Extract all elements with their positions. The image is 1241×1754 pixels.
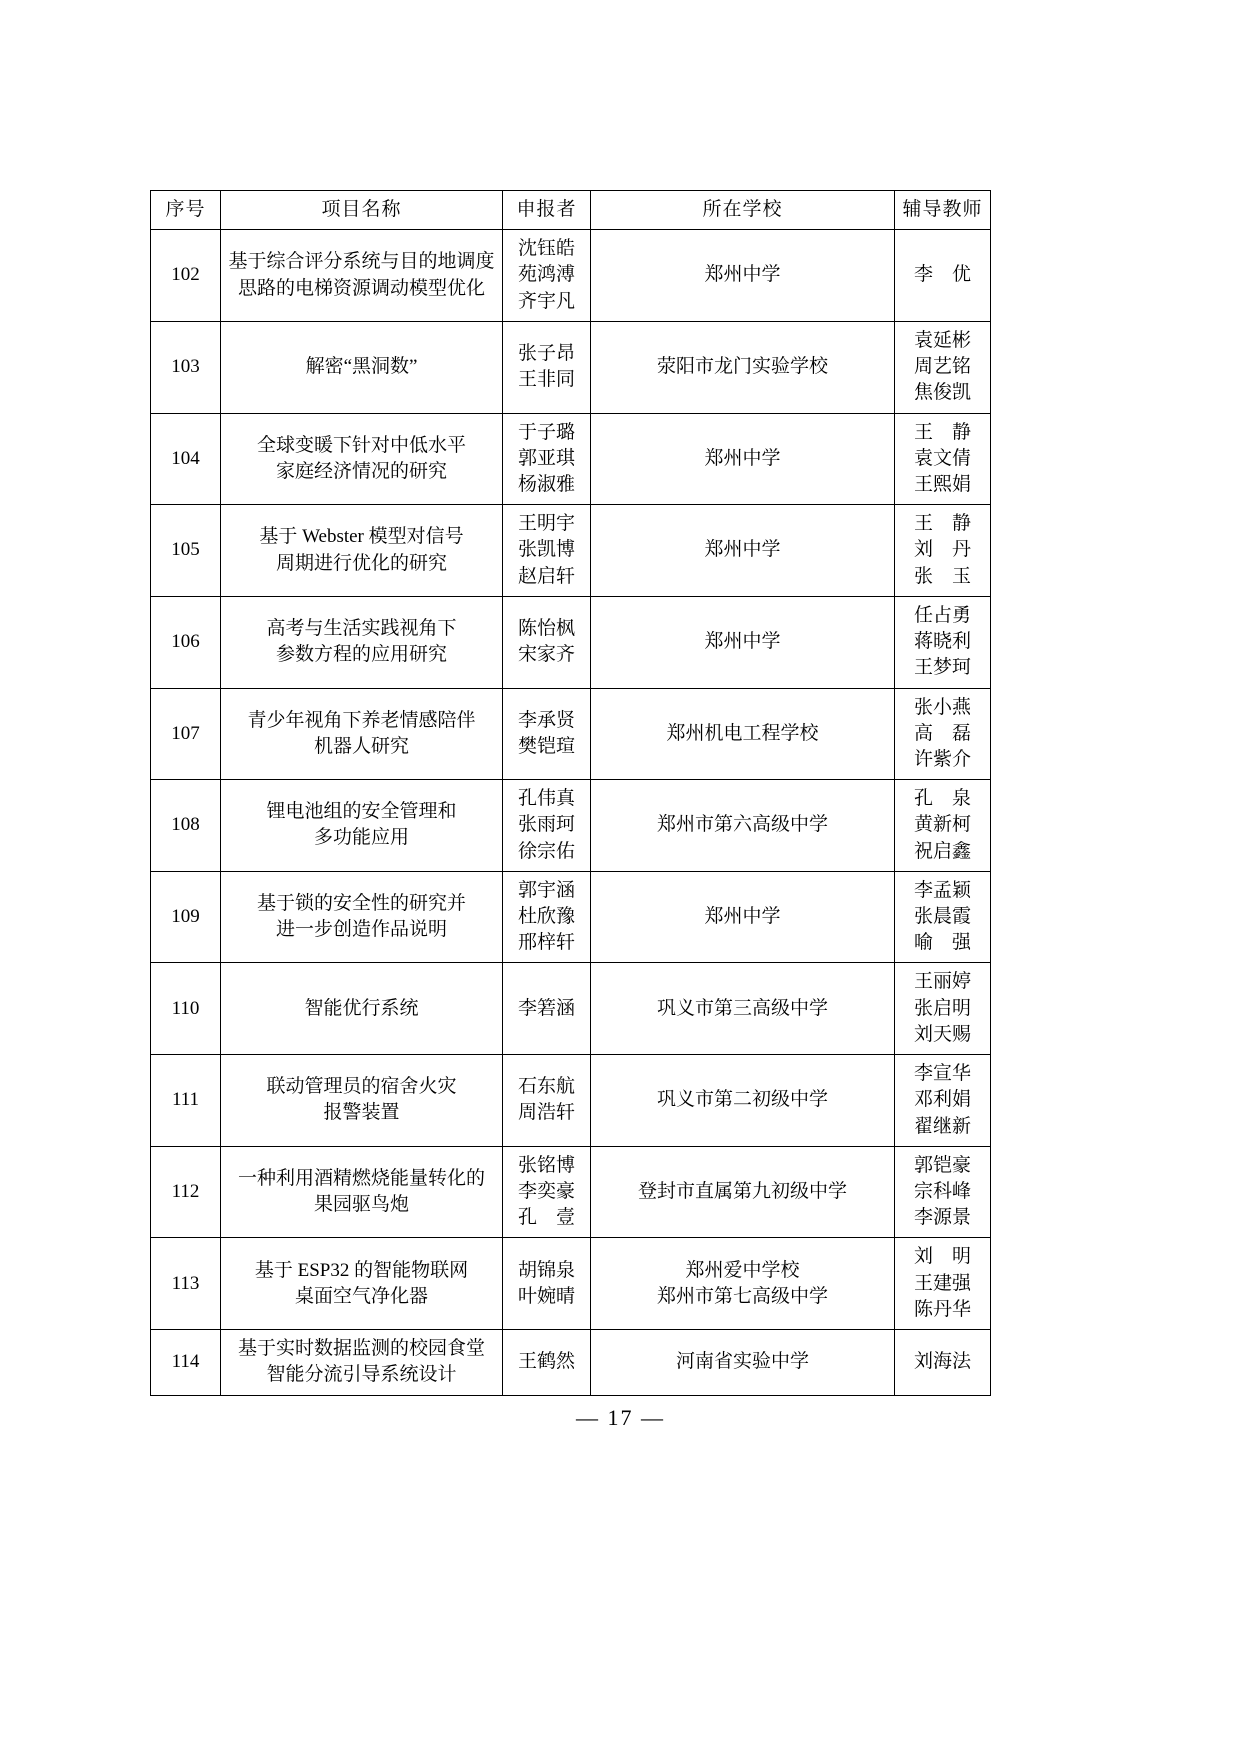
cell-project-title-line: 基于综合评分系统与目的地调度 xyxy=(228,251,495,273)
cell-sequence-number: 106 xyxy=(151,596,221,688)
table-row xyxy=(151,688,991,780)
cell-tutors-line: 高 磊 xyxy=(913,722,971,744)
cell-applicants-line: 杜欣豫 xyxy=(517,906,575,928)
column-header-seq: 序号 xyxy=(151,191,221,230)
cell-applicants-line: 赵启轩 xyxy=(517,565,575,587)
cell-project-title-line: 锂电池组的安全管理和 xyxy=(266,801,457,823)
cell-tutors xyxy=(895,963,991,1055)
cell-project-title-line: 基于实时数据监测的校园食堂 xyxy=(237,1338,485,1360)
cell-tutors-line: 陈丹华 xyxy=(913,1298,971,1320)
cell-tutors-line: 王丽婷 xyxy=(913,971,971,993)
cell-sequence-number: 111 xyxy=(151,1055,221,1147)
cell-sequence-number: 110 xyxy=(151,963,221,1055)
cell-tutors xyxy=(895,780,991,872)
cell-applicants-line: 王非同 xyxy=(517,369,575,391)
cell-tutors-line: 祝启鑫 xyxy=(913,840,971,862)
cell-applicants-line: 孔 壹 xyxy=(517,1207,575,1229)
cell-applicants-line: 李奕豪 xyxy=(517,1181,575,1202)
column-header-school: 所在学校 xyxy=(591,191,895,230)
cell-project-title-line: 桌面空气净化器 xyxy=(294,1285,428,1307)
cell-project-title xyxy=(221,963,503,1055)
cell-school-line: 登封市直属第九初级中学 xyxy=(637,1181,847,1202)
cell-project-title xyxy=(221,505,503,597)
cell-school xyxy=(591,688,895,780)
cell-sequence-number: 112 xyxy=(151,1146,221,1238)
cell-sequence-number: 104 xyxy=(151,413,221,505)
cell-applicants xyxy=(503,780,591,872)
cell-project-title xyxy=(221,1146,503,1238)
cell-applicants-line: 李箬涵 xyxy=(517,997,575,1019)
cell-tutors-line: 王熙娟 xyxy=(913,473,971,495)
cell-tutors-line: 邓利娟 xyxy=(913,1089,971,1111)
table-row xyxy=(151,780,991,872)
cell-project-title xyxy=(221,321,503,413)
cell-applicants xyxy=(503,1330,591,1395)
project-list-table xyxy=(150,190,991,1396)
cell-project-title-line: 智能分流引导系统设计 xyxy=(266,1364,457,1386)
cell-applicants-line: 徐宗佑 xyxy=(517,840,575,862)
cell-tutors-line: 任占勇 xyxy=(913,604,971,626)
cell-applicants xyxy=(503,321,591,413)
cell-tutors-line: 王 静 xyxy=(913,421,971,443)
cell-tutors-line: 刘海法 xyxy=(913,1351,971,1373)
cell-school xyxy=(591,596,895,688)
cell-school xyxy=(591,1330,895,1395)
cell-project-title-line: 思路的电梯资源调动模型优化 xyxy=(237,277,485,299)
cell-project-title-line: 一种利用酒精燃烧能量转化的 xyxy=(237,1167,485,1189)
cell-school xyxy=(591,230,895,322)
cell-applicants-line: 张子昂 xyxy=(517,342,575,364)
cell-project-title-line: 联动管理员的宿舍火灾 xyxy=(266,1076,457,1098)
cell-project-title xyxy=(221,780,503,872)
cell-tutors-line: 许紫介 xyxy=(913,748,971,770)
cell-school-line: 郑州中学 xyxy=(704,539,781,561)
cell-tutors-line: 刘 丹 xyxy=(913,539,971,561)
cell-school-line: 荥阳市龙门实验学校 xyxy=(656,356,828,378)
cell-sequence-number: 108 xyxy=(151,780,221,872)
column-header-title: 项目名称 xyxy=(221,191,503,230)
cell-tutors xyxy=(895,230,991,322)
cell-tutors-line: 孔 泉 xyxy=(913,788,971,810)
cell-project-title-line: 基于 ESP32 的智能物联网 xyxy=(254,1259,469,1281)
cell-tutors xyxy=(895,596,991,688)
cell-tutors-line: 喻 强 xyxy=(913,932,971,954)
table-row xyxy=(151,963,991,1055)
cell-applicants-line: 苑鸿溥 xyxy=(517,264,575,286)
cell-applicants xyxy=(503,1055,591,1147)
cell-applicants-line: 张铭博 xyxy=(517,1154,575,1176)
cell-project-title xyxy=(221,1238,503,1330)
cell-applicants-line: 杨淑雅 xyxy=(517,473,575,495)
cell-tutors xyxy=(895,1055,991,1147)
cell-sequence-number: 103 xyxy=(151,321,221,413)
cell-project-title-line: 多功能应用 xyxy=(313,827,409,849)
cell-applicants-line: 郭宇涵 xyxy=(517,879,575,901)
cell-project-title-line: 周期进行优化的研究 xyxy=(275,552,447,574)
cell-applicants-line: 王鹤然 xyxy=(517,1351,575,1373)
cell-tutors-line: 袁延彬 xyxy=(913,329,971,351)
cell-tutors-line: 袁文倩 xyxy=(913,447,971,469)
cell-tutors-line: 李源景 xyxy=(913,1207,971,1229)
cell-applicants-line: 张雨珂 xyxy=(517,814,575,836)
table-row xyxy=(151,321,991,413)
cell-tutors-line: 翟继新 xyxy=(913,1115,971,1137)
table-row xyxy=(151,1055,991,1147)
table-header xyxy=(151,191,991,230)
cell-tutors xyxy=(895,1146,991,1238)
cell-project-title-line: 基于 Webster 模型对信号 xyxy=(259,526,464,548)
cell-applicants-line: 樊铠瑄 xyxy=(517,735,575,757)
cell-tutors-line: 张启明 xyxy=(913,997,971,1019)
cell-school xyxy=(591,505,895,597)
cell-applicants xyxy=(503,230,591,322)
table-row xyxy=(151,1238,991,1330)
cell-tutors-line: 黄新柯 xyxy=(913,814,971,836)
table-row xyxy=(151,1330,991,1395)
cell-sequence-number: 105 xyxy=(151,505,221,597)
cell-applicants xyxy=(503,1238,591,1330)
cell-sequence-number: 109 xyxy=(151,871,221,963)
cell-applicants-line: 叶婉晴 xyxy=(517,1285,575,1307)
cell-applicants xyxy=(503,596,591,688)
cell-school-line: 巩义市第三高级中学 xyxy=(656,997,828,1019)
cell-tutors-line: 郭铠豪 xyxy=(913,1154,971,1176)
cell-applicants-line: 郭亚琪 xyxy=(517,447,575,469)
table-row xyxy=(151,1146,991,1238)
cell-applicants xyxy=(503,505,591,597)
cell-tutors-line: 张晨霞 xyxy=(913,906,971,928)
cell-tutors xyxy=(895,871,991,963)
cell-applicants xyxy=(503,871,591,963)
cell-project-title-line: 智能优行系统 xyxy=(304,997,419,1019)
table-row xyxy=(151,413,991,505)
cell-tutors xyxy=(895,413,991,505)
cell-applicants xyxy=(503,963,591,1055)
cell-project-title-line: 进一步创造作品说明 xyxy=(275,919,447,941)
cell-school-line: 郑州中学 xyxy=(704,264,781,286)
cell-tutors xyxy=(895,321,991,413)
cell-tutors-line: 焦俊凯 xyxy=(913,382,971,404)
cell-tutors-line: 李孟颖 xyxy=(913,879,971,901)
cell-applicants-line: 于子璐 xyxy=(517,421,575,443)
cell-project-title xyxy=(221,596,503,688)
cell-tutors-line: 宗科峰 xyxy=(913,1181,971,1202)
cell-applicants xyxy=(503,688,591,780)
cell-applicants-line: 孔伟真 xyxy=(517,788,575,810)
cell-project-title-line: 报警装置 xyxy=(323,1102,400,1124)
cell-applicants-line: 李承贤 xyxy=(517,709,575,731)
cell-tutors-line: 张 玉 xyxy=(913,565,971,587)
cell-school-line: 郑州中学 xyxy=(704,906,781,928)
cell-applicants xyxy=(503,1146,591,1238)
table-row xyxy=(151,505,991,597)
table-row xyxy=(151,230,991,322)
cell-school-line: 郑州机电工程学校 xyxy=(666,722,819,744)
table-row xyxy=(151,596,991,688)
cell-project-title-line: 高考与生活实践视角下 xyxy=(266,617,457,639)
table-row xyxy=(151,871,991,963)
cell-school xyxy=(591,1238,895,1330)
cell-project-title xyxy=(221,230,503,322)
cell-project-title-line: 果园驱鸟炮 xyxy=(313,1194,409,1216)
cell-project-title xyxy=(221,413,503,505)
cell-school xyxy=(591,1055,895,1147)
cell-tutors-line: 李宣华 xyxy=(913,1063,971,1085)
cell-tutors-line: 张小燕 xyxy=(913,696,971,718)
cell-tutors-line: 王建强 xyxy=(913,1272,971,1294)
cell-school xyxy=(591,413,895,505)
cell-tutors-line: 王 静 xyxy=(913,513,971,535)
cell-tutors-line: 李 优 xyxy=(913,264,971,286)
cell-tutors xyxy=(895,1238,991,1330)
cell-applicants-line: 石东航 xyxy=(517,1076,575,1098)
cell-project-title xyxy=(221,688,503,780)
cell-applicants-line: 周浩轩 xyxy=(517,1102,575,1124)
cell-sequence-number: 114 xyxy=(151,1330,221,1395)
cell-school-line: 郑州市第七高级中学 xyxy=(656,1285,828,1307)
cell-tutors-line: 刘 明 xyxy=(913,1246,971,1268)
cell-school xyxy=(591,780,895,872)
cell-school-line: 巩义市第二初级中学 xyxy=(656,1089,828,1111)
cell-school-line: 河南省实验中学 xyxy=(675,1351,809,1373)
cell-project-title-line: 参数方程的应用研究 xyxy=(275,644,447,666)
cell-tutors-line: 蒋晓利 xyxy=(913,631,971,653)
table-body xyxy=(151,230,991,1395)
cell-sequence-number: 113 xyxy=(151,1238,221,1330)
cell-tutors-line: 王梦珂 xyxy=(913,657,971,679)
cell-applicants-line: 陈怡枫 xyxy=(517,617,575,639)
cell-school xyxy=(591,963,895,1055)
cell-project-title xyxy=(221,1055,503,1147)
cell-applicants-line: 宋家齐 xyxy=(517,644,575,666)
cell-applicants-line: 齐宇凡 xyxy=(517,290,575,312)
cell-project-title xyxy=(221,871,503,963)
cell-school-line: 郑州中学 xyxy=(704,631,781,653)
table-header-row xyxy=(151,191,991,230)
cell-project-title-line: 家庭经济情况的研究 xyxy=(275,460,447,482)
cell-school-line: 郑州爱中学校 xyxy=(685,1259,800,1281)
column-header-tutor: 辅导教师 xyxy=(895,191,991,230)
cell-project-title-line: 机器人研究 xyxy=(313,735,409,757)
column-header-applicant: 申报者 xyxy=(503,191,591,230)
cell-tutors-line: 刘天赐 xyxy=(913,1023,971,1045)
cell-sequence-number: 107 xyxy=(151,688,221,780)
cell-tutors xyxy=(895,1330,991,1395)
cell-tutors-line: 周艺铭 xyxy=(913,356,971,378)
cell-school-line: 郑州市第六高级中学 xyxy=(656,814,828,836)
cell-applicants-line: 张凯博 xyxy=(517,539,575,561)
cell-project-title-line: 解密“黑洞数” xyxy=(305,356,418,378)
cell-school xyxy=(591,1146,895,1238)
cell-tutors xyxy=(895,688,991,780)
cell-applicants-line: 邢梓轩 xyxy=(517,932,575,954)
cell-applicants xyxy=(503,413,591,505)
cell-project-title-line: 青少年视角下养老情感陪伴 xyxy=(247,709,476,731)
cell-project-title-line: 基于锁的安全性的研究并 xyxy=(256,892,466,914)
cell-school xyxy=(591,321,895,413)
cell-school xyxy=(591,871,895,963)
cell-applicants-line: 王明宇 xyxy=(517,513,575,535)
cell-sequence-number: 102 xyxy=(151,230,221,322)
cell-applicants-line: 胡锦泉 xyxy=(517,1259,575,1281)
cell-school-line: 郑州中学 xyxy=(704,447,781,469)
cell-tutors xyxy=(895,505,991,597)
cell-project-title-line: 全球变暖下针对中低水平 xyxy=(256,434,466,456)
cell-applicants-line: 沈钰皓 xyxy=(517,238,575,260)
cell-project-title xyxy=(221,1330,503,1395)
page-number: — 17 — xyxy=(576,1405,665,1430)
